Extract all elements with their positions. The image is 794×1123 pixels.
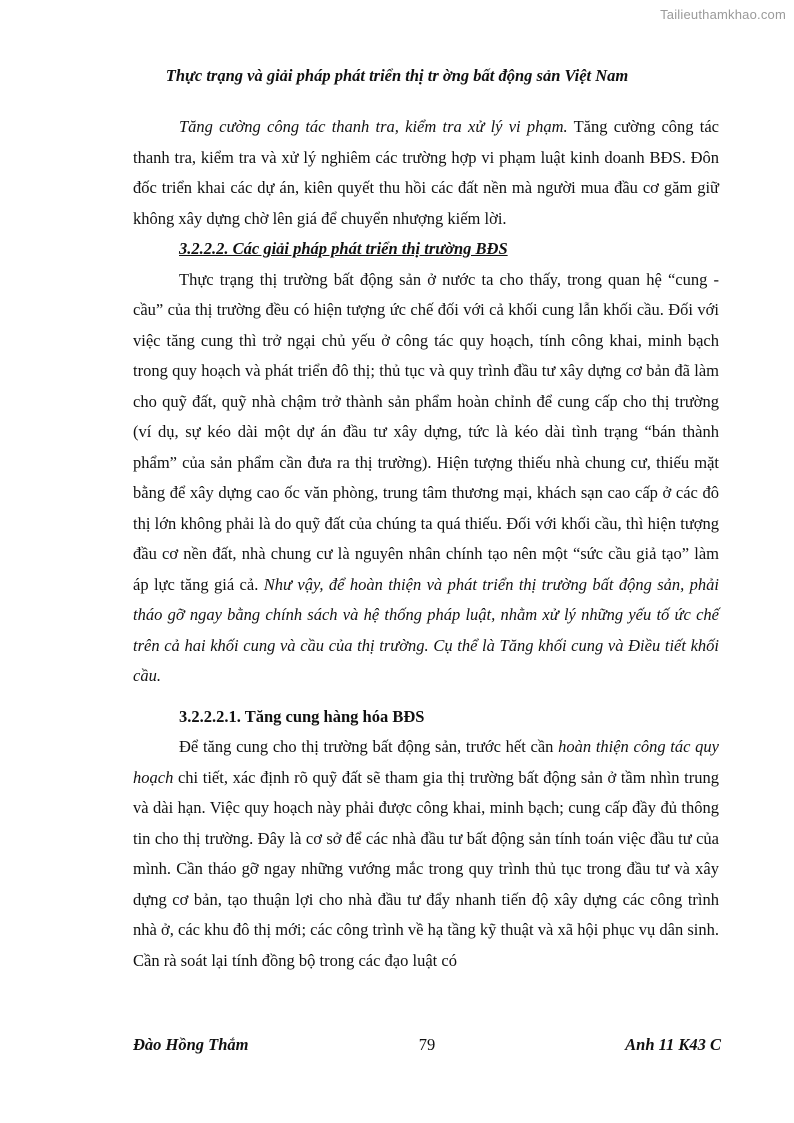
footer-class-code: Anh 11 K43 C <box>625 1035 721 1054</box>
paragraph-market-situation <box>133 265 719 692</box>
subsection-heading-increase-supply: 3.2.2.2.1. Tăng cung hàng hóa BĐS <box>179 706 425 726</box>
footer-author: Đào Hồng Thắm <box>133 1035 249 1054</box>
paragraph-italic-tail: Như vậy, để hoàn thiện và phát triển thị trường bất động sản, phải tháo gỡ ngay bằng chính sách và hệ thống pháp luật, nhằm xử lý những yếu tố ức chế trên cả hai khối cung và cầu của thị trường. Cụ thể là Tăng khối cung và Điều tiết khối cầu. <box>133 574 719 685</box>
paragraph-text-start: Để tăng cung cho thị trường bất động sản, trước hết cần <box>179 737 559 756</box>
section-heading-solutions: 3.2.2.2. Các giải pháp phát triển thị trường BĐS <box>179 239 508 258</box>
paragraph-inspection <box>133 112 719 234</box>
paragraph-italic-lead: Tăng cường công tác thanh tra, kiểm tra xử lý vi phạm. <box>179 117 568 136</box>
paragraph-text: Tăng cường công tác thanh tra, kiểm tra và xử lý nghiêm các trường hợp vi phạm luật kinh doanh BĐS. Đôn đốc triển khai các dự án, kiên quyết thu hồi các đất nền mà người mua đầu cơ găm giữ không xây dựng chờ lên giá để chuyển nhượng kiếm lời. <box>133 117 719 228</box>
watermark: Tailieuthamkhao.com <box>660 7 786 22</box>
document-body <box>133 112 719 976</box>
paragraph-text-end: chi tiết, xác định rõ quỹ đất sẽ tham gia thị trường bất động sản ở tầm nhìn trung và dài hạn. Việc quy hoạch này phải được công khai, minh bạch; cung cấp đầy đủ thông tin cho thị trường. Đây là cơ sở để các nhà đầu tư bất động sản tính toán việc đầu tư của mình. Cần tháo gỡ ngay những vướng mắc trong quy trình thủ tục trong đầu tư và xây dựng cơ bản, tạo thuận lợi cho nhà đầu tư đẩy nhanh tiến độ xây dựng các công trình nhà ở, các khu đô thị mới; các công trình về hạ tầng kỹ thuật và xã hội phục vụ dân sinh. Cần rà soát lại tính đồng bộ trong các đạo luật có <box>133 767 719 970</box>
paragraph-italic-mid: hoàn thiện công tác quy hoạch <box>133 737 719 787</box>
footer-page-number: 79 <box>418 1035 436 1054</box>
paragraph-increase-supply <box>133 732 719 976</box>
paragraph-text: Thực trạng thị trường bất động sản ở nước ta cho thấy, trong quan hệ “cung - cầu” của thị trường đều có hiện tượng ức chế đối với cả khối cung lẫn khối cầu. Đối với việc tăng cung thì trở ngại chủ yếu ở công tác quy hoạch, tính công khai, minh bạch trong quy hoạch và phát triển đô thị; thủ tục và quy trình đầu tư xây dựng cơ bản đã làm cho quỹ đất, quỹ nhà chậm trở thành sản phẩm hoàn chỉnh để cung cấp cho thị trường (ví dụ, sự kéo dài một dự án đầu tư xây dựng, tức là kéo dài tình trạng “bán thành phẩm” của sản phẩm cần đưa ra thị trường). Hiện tượng thiếu nhà chung cư, thiếu mặt bằng để xây dựng cao ốc văn phòng, trung tâm thương mại, khách sạn cao cấp ở các đô thị lớn không phải là do quỹ đất của chúng ta quá thiếu. Đối với khối cầu, thì hiện tượng đầu cơ nền đất, nhà chung cư là nguyên nhân chính tạo nên một “sức cầu giả tạo” làm áp lực tăng giá cả. <box>133 269 719 594</box>
page-header-title: Thực trạng và giải pháp phát triển thị tr ờng bất động sản Việt Nam <box>165 66 629 85</box>
